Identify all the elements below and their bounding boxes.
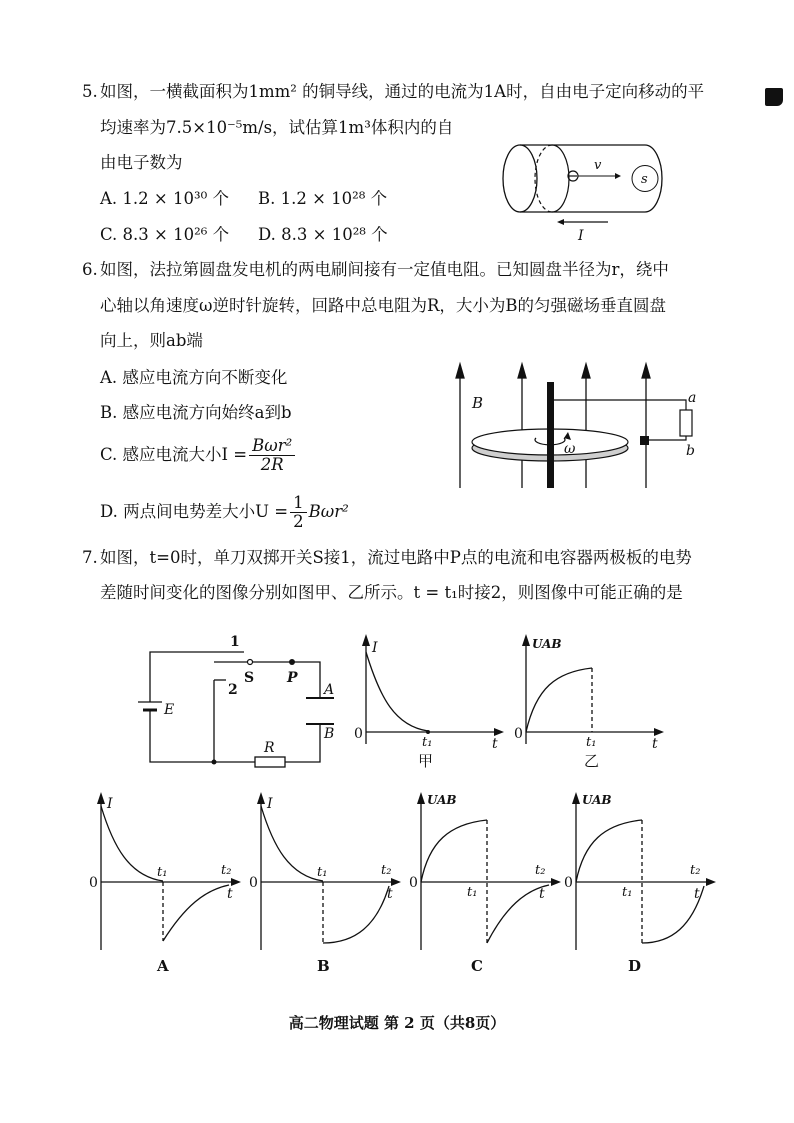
q5-number: 5. <box>82 82 98 101</box>
c-origin: 0 <box>409 875 418 891</box>
resistor-label: R <box>264 740 275 756</box>
q5-stem-line1: 如图，一横截面积为1mm² 的铜导线，通过的电流为1A时，自由电子定向移动的平 <box>100 82 705 101</box>
choice-graph-d[interactable] <box>560 786 720 976</box>
b-origin: 0 <box>249 875 258 891</box>
c-t2: t₂ <box>535 863 546 878</box>
a-caption: A <box>157 957 169 975</box>
switch-position-1: 1 <box>230 634 240 650</box>
q5-wire-figure <box>480 140 670 245</box>
q7-stem-line1: 如图，t=0时，单刀双掷开关S接1，流过电路中P点的电流和电容器两极板的电势 <box>100 548 692 567</box>
current-label: I <box>578 228 584 244</box>
area-label: s <box>641 172 648 187</box>
q5-option-c[interactable]: C. 8.3 × 10²⁶ 个 <box>100 225 230 244</box>
velocity-label: v <box>594 158 602 173</box>
q7-stem-line2: 差随时间变化的图像分别如图甲、乙所示。t = t₁时接2，则图像中可能正确的是 <box>100 583 683 602</box>
graph-jia <box>350 628 510 778</box>
q6-stem-line2: 心轴以角速度ω逆时针旋转，回路中总电阻为R，大小为B的匀强磁场垂直圆盘 <box>100 296 667 315</box>
q6-option-d[interactable]: D. 两点间电势差大小U = $\frac{1}{2}$ Bωr² <box>100 493 349 531</box>
d-y-label: UAB <box>582 793 612 807</box>
b-y-label: I <box>267 796 273 812</box>
a-x-label: t <box>227 886 233 902</box>
q7-number: 7. <box>82 548 98 567</box>
q6-option-a[interactable]: A. 感应电流方向不断变化 <box>100 368 288 387</box>
b-x-label: t <box>387 886 393 902</box>
point-p <box>289 659 295 665</box>
yi-t1: t₁ <box>586 735 597 750</box>
jia-t1: t₁ <box>422 735 433 750</box>
jia-caption: 甲 <box>418 752 434 770</box>
c-caption: C <box>471 957 483 975</box>
emf-label: E <box>164 702 175 718</box>
q6-number: 6. <box>82 260 98 279</box>
omega-label: ω <box>564 441 576 457</box>
yi-x-label: t <box>652 736 658 752</box>
a-t2: t₂ <box>221 863 232 878</box>
d-x-label: t <box>694 886 700 902</box>
plate-a-label: A <box>324 682 335 698</box>
yi-origin: 0 <box>514 726 523 742</box>
rim-brush <box>640 436 649 445</box>
a-origin: 0 <box>89 875 98 891</box>
choice-graph-c[interactable] <box>405 786 565 976</box>
q7-circuit <box>130 630 350 775</box>
jia-x-label: t <box>492 736 498 752</box>
c-t1: t₁ <box>467 885 478 900</box>
graph-yi <box>510 628 670 778</box>
b-t2: t₂ <box>381 863 392 878</box>
terminal-a: a <box>688 390 697 406</box>
q5-option-b[interactable]: B. 1.2 × 10²⁸ 个 <box>258 189 388 208</box>
d-origin: 0 <box>564 875 573 891</box>
b-caption: B <box>317 957 330 975</box>
yi-caption: 乙 <box>584 752 600 770</box>
switch-label: S <box>244 670 255 686</box>
d-t2: t₂ <box>690 863 701 878</box>
page-edge-marker <box>765 88 783 106</box>
terminal-b: b <box>686 443 695 459</box>
d-caption: D <box>628 957 642 975</box>
switch-position-2: 2 <box>228 682 238 698</box>
q6-option-b[interactable]: B. 感应电流方向始终a到b <box>100 403 292 422</box>
q6-option-c[interactable]: C. 感应电流大小I = $\frac{\text{Bωr²}}{2R}$ <box>100 433 297 477</box>
q6-stem-line3: 向上，则ab端 <box>100 331 203 350</box>
current-arrow-icon <box>557 219 564 225</box>
axle <box>547 382 554 488</box>
jia-y-label: I <box>372 640 378 656</box>
q5-option-d[interactable]: D. 8.3 × 10²⁸ 个 <box>258 225 388 244</box>
plate-b-label: B <box>324 726 335 742</box>
q5-option-a[interactable]: A. 1.2 × 10³⁰ 个 <box>100 189 229 208</box>
c-x-label: t <box>539 886 545 902</box>
yi-y-label: UAB <box>532 637 562 651</box>
a-y-label: I <box>107 796 113 812</box>
switch-pivot <box>248 660 253 665</box>
point-label: P <box>287 670 298 686</box>
wire-left-end <box>503 145 537 212</box>
d-t1: t₁ <box>622 885 633 900</box>
q6-disk-generator-figure <box>450 358 700 490</box>
q6-stem-line1: 如图，法拉第圆盘发电机的两电刷间接有一定值电阻。已知圆盘半径为r，绕中 <box>100 260 669 279</box>
choice-graph-b[interactable] <box>245 786 405 976</box>
choice-graph-a[interactable] <box>85 786 245 976</box>
field-label: B <box>472 394 484 412</box>
a-t1: t₁ <box>157 865 168 880</box>
jia-origin: 0 <box>354 726 363 742</box>
b-t1: t₁ <box>317 865 328 880</box>
q5-stem-line2: 均速率为7.5×10⁻⁵m/s，试估算1m³体积内的自 <box>100 118 454 137</box>
q5-stem-line3: 由电子数为 <box>100 153 183 172</box>
c-y-label: UAB <box>427 793 457 807</box>
page-footer: 高二物理试题 第 2 页（共8页） <box>288 1014 506 1032</box>
